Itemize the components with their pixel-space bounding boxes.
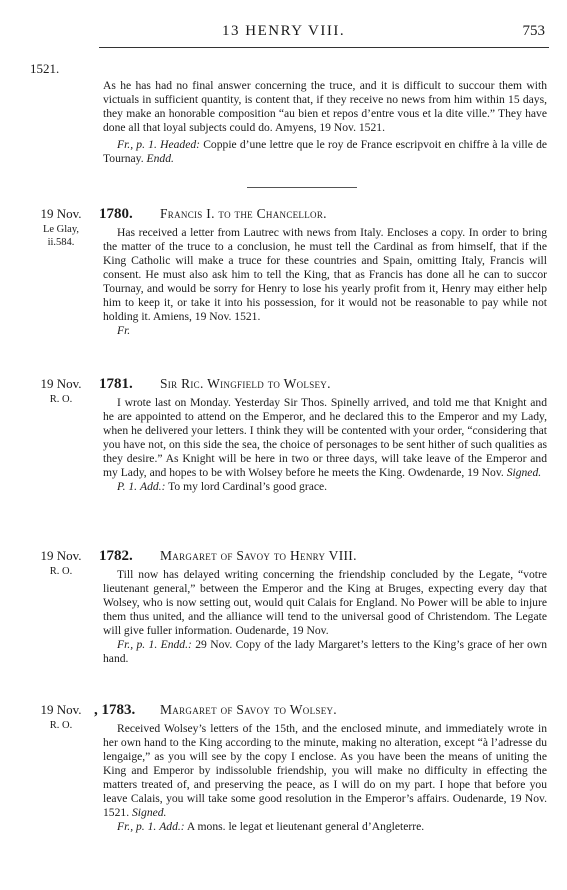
entry-title: Margaret of Savoy to Wolsey. — [160, 702, 337, 717]
entry-note — [103, 638, 547, 666]
header-rule — [99, 47, 549, 48]
note-headed-label: Headed: — [160, 138, 200, 151]
year-label: 1521. — [30, 61, 60, 76]
entry-body — [103, 722, 547, 834]
entry-body — [103, 396, 547, 494]
entry-date: 19 Nov. — [40, 548, 82, 563]
running-head: 13 HENRY VIII. — [222, 23, 346, 39]
entry-text — [103, 722, 547, 820]
continued-note — [103, 138, 547, 166]
continued-body: As he has had no final answer concerning the truce, and it is difficult to succour them with victuals in sufficient quantity, is content that, if they receive no news from him within 15 days, they make an honorable composition “au bien et repos d’entre vous et la dite ville.” They have done all that loyal subjects could do. Amyens, 19 Nov. 1521. — [103, 79, 547, 134]
entry-margin — [30, 703, 92, 732]
entry-note — [103, 324, 547, 338]
entry-note — [103, 480, 547, 494]
entry-title: Margaret of Savoy to Henry VIII. — [160, 548, 357, 563]
note-address-text: To my lord Cardinal’s good grace. — [168, 480, 328, 493]
entry-text-content: I wrote last on Monday. Yesterday Sir Thos. Spinelly arrived, and told me that Knight and he are appointed to attend on the Emperor, and he declared this to the Emperor and my Lady, when he delivered your letters. I think they will be contented with your order, “considering that you have not, on this side the sea, the choice of personages to be sent hither of such qualities as they desire.” As Knight will be here in two or three days, will take leave of the Emperor and my Lady, and hopes to be with Wolsey before he meets the King. Owdenarde, 19 Nov. — [103, 396, 547, 479]
entry-body — [103, 226, 547, 338]
entry-number: 1780. — [99, 206, 133, 222]
entry-source: R. O. — [49, 720, 73, 731]
entry-title: Sir Ric. Wingfield to Wolsey. — [160, 376, 331, 391]
entry-margin — [30, 549, 92, 578]
note-address-label: Add.: — [140, 480, 166, 493]
entry-date: 19 Nov. — [40, 376, 82, 391]
page-number: 753 — [522, 23, 545, 39]
note-headed-text: Coppie d’une lettre que le roy de France escripvoit en chiffre à la ville de Tournay. — [103, 138, 548, 165]
entry-title: Francis I. to the Chancellor. — [160, 206, 327, 221]
note-format: Fr., p. 1. — [117, 638, 158, 651]
note-endorsed-label: Endd.: — [160, 638, 192, 651]
note-endorsed-text: 29 Nov. Copy of the lady Margaret’s letters to the King’s grace of her own hand. — [103, 638, 547, 665]
note-format: Fr., p. 1. — [117, 138, 157, 151]
note-format: P. 1. — [117, 480, 138, 493]
entry-signed: Signed. — [506, 466, 542, 479]
continued-entry — [103, 79, 547, 166]
entry-number: 1782. — [99, 548, 133, 564]
entry-number: 1781. — [99, 376, 133, 392]
entry-date: 19 Nov. — [40, 702, 82, 717]
entry-text — [103, 396, 547, 480]
entry-text: Has received a letter from Lautrec with news from Italy. Encloses a copy. In order to bring the matter of the truce to a conclusion, he must tell the Cardinal as from himself, that if the King Catholic will make a truce for these countries and Spain, omitting Italy, Francis will consent. He must also ask him to tell the King, that as Francis has done all he can to succor Tournay, and would be sorry for Henry to lose his yearly profit from it, Henry may either help him to keep it, or take it into his possession, for it would not be reasonable to pay while not holding it. Amiens, 19 Nov. 1521. — [103, 226, 547, 323]
entry-source: Le Glay, — [42, 224, 80, 235]
entry-margin — [30, 207, 92, 249]
page-header — [0, 24, 567, 44]
entry-note — [103, 820, 547, 834]
entry-signed: Signed. — [132, 806, 167, 819]
entry-source: R. O. — [49, 566, 73, 577]
note-endorsed: Endd. — [146, 152, 174, 165]
entry-body — [103, 568, 547, 666]
entry-margin — [30, 377, 92, 406]
entry-text-content: Received Wolsey’s letters of the 15th, and the enclosed minute, and immediately wrote in her own hand to the King according to the minute, making no alteration, except “à l’adresse du lengaige,” as you will see by the copy I enclose. As you have been the means of uniting the King and Emperor by indissoluble friendship, you will make no difficulty in effecting the matters treated of, and preserving the peace, as I will do on my part. I hope that before you leave Calais, you will take some good resolution in the Emperor’s affairs. Oudenarde, 19 Nov. 1521. — [103, 722, 547, 819]
entry-date: 19 Nov. — [40, 206, 82, 221]
note-address-label: Add.: — [159, 820, 185, 833]
entry-source-ref: ii.584. — [47, 237, 75, 248]
entry-text: Till now has delayed writing concerning the friendship concluded by the Legate, “votre lieutenant general,” between the Emperor and the King at Bruges, expecting every day that Wolsey, who is now setting out, would quit Calais for England. No Power will be able to injure them thus united, and the alliance will tend to the universal good of Christendom. The Legate will give fuller information. Oudenarde, 19 Nov. — [103, 568, 547, 637]
entry-source: R. O. — [49, 394, 73, 405]
note-address-text: A mons. le legat et lieutenant general d’Angleterre. — [186, 820, 425, 833]
note-format: Fr., p. 1. — [117, 820, 157, 833]
separator-rule — [247, 187, 357, 188]
note-format: Fr. — [117, 324, 131, 337]
entry-number: , 1783. — [94, 702, 136, 718]
